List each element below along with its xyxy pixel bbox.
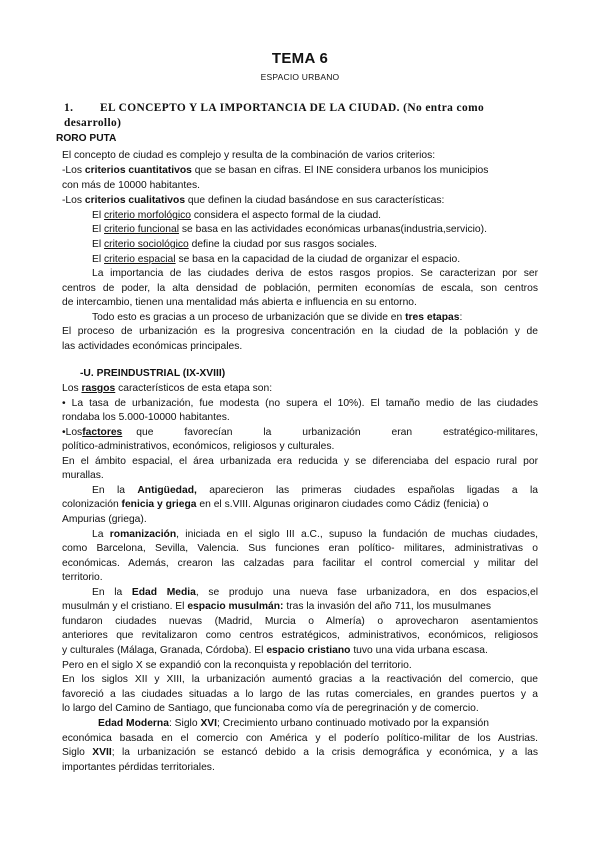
paragraph-line: Siglo XVII; la urbanización se estancó debido a la crisis demográfica y económica, y a las [62, 747, 538, 758]
paragraph-line: •Los factores que favorecían la urbanización eran estratégico-militares, [62, 427, 538, 438]
paragraph-line: Ampurias (griega). [62, 514, 147, 525]
handwritten-note: RORO PUTA [56, 133, 117, 144]
paragraph-line: económicas. Además, crearon las calzadas para facilitar el control comercial y militar del [62, 558, 538, 569]
paragraph-line: con más de 10000 habitantes. [62, 180, 200, 191]
paragraph-line: La importancia de las ciudades deriva de estos rasgos propios. Se caracterizan por ser [92, 268, 538, 279]
paragraph-line: musulmán y el cristiano. El espacio musulmán: tras la invasión del año 711, los musulmanes [62, 601, 492, 612]
section-heading-text: EL CONCEPTO Y LA IMPORTANCIA DE LA CIUDAD. (No entra como [100, 102, 485, 114]
paragraph-line: En los siglos XII y XIII, la urbanización aumentó gracias a la reactivación del comercio, que [62, 674, 538, 685]
paragraph-line: centros de poder, la alta densidad de población, permiten economías de escala, son centros [62, 283, 538, 294]
page-subtitle: ESPACIO URBANO [260, 72, 340, 82]
paragraph-line: En la Edad Media, se produjo una nueva fase urbanizadora, en dos espacios,el [92, 587, 538, 598]
paragraph-line: de intercambio, tienen una mentalidad más abierta e influencia en su entorno. [62, 297, 417, 308]
paragraph-line: anteriores que revitalizaron como centros estratégicos, administrativos, económicos, religiosos [62, 630, 538, 641]
paragraph-line: fundaron ciudades nuevas (Madrid, Murcia o Almería) o aprovecharon asentamientos [62, 616, 538, 627]
paragraph-line: lo largo del Camino de Santiago, que funcionaba como vía de peregrinación y de comercio. [62, 703, 479, 714]
paragraph-line: En el ámbito espacial, el área urbanizada era reducida y se diferenciaba del espacio rural por [62, 456, 538, 467]
paragraph-line: Todo esto es gracias a un proceso de urbanización que se divide en tres etapas: [92, 312, 463, 323]
paragraph-line: como Barcelona, Sevilla, Valencia. Sus funciones eran político- militares, administrativas o [62, 543, 538, 554]
section-number: 1. [64, 102, 74, 114]
section-heading [64, 101, 548, 131]
page-title: TEMA 6 [271, 50, 329, 67]
list-item: El criterio sociológico define la ciudad por sus rasgos sociales. [92, 239, 378, 250]
section-heading-text-cont: desarrollo) [64, 117, 122, 129]
paragraph-line: murallas. [62, 470, 104, 481]
paragraph-line: Pero en el siglo X se expandió con la reconquista y repoblación del territorio. [62, 660, 412, 671]
paragraph-line: político-administrativos, económicos, religiosos y culturales. [62, 441, 335, 452]
paragraph-line: -Los criterios cualitativos que definen la ciudad basándose en sus características: [62, 195, 445, 206]
paragraph-line: Edad Moderna: Siglo XVI; Crecimiento urbano continuado motivado por la expansión [98, 718, 489, 729]
paragraph-line: Los rasgos característicos de esta etapa son: [62, 383, 273, 394]
paragraph-line: importantes pérdidas territoriales. [62, 762, 215, 773]
list-item: El criterio espacial se basa en la capacidad de la ciudad de organizar el espacio. [92, 254, 461, 265]
list-item: El criterio morfológico considera el aspecto formal de la ciudad. [92, 210, 382, 221]
paragraph-line: En la Antigüedad, aparecieron las primeras ciudades españolas ligadas a la [92, 485, 538, 496]
subsection-heading: -U. PREINDUSTRIAL (IX-XVIII) [80, 368, 226, 379]
paragraph-line: La romanización, iniciada en el siglo III a.C., supuso la fundación de muchas ciudades, [92, 529, 538, 540]
paragraph-line: El concepto de ciudad es complejo y resulta de la combinación de varios criterios: [62, 150, 436, 161]
paragraph-line: colonización fenicia y griega en el s.VIII. Algunas originaron ciudades como Cádiz (fenicia) o [62, 499, 489, 510]
paragraph-line: favoreció a las ciudades situadas a lo largo de las rutas comerciales, en grandes puertos y a [62, 689, 538, 700]
paragraph-line: rondaba los 5.000-10000 habitantes. [62, 412, 230, 423]
paragraph-line: El proceso de urbanización es la progresiva concentración en la ciudad de la población y de [62, 326, 538, 337]
paragraph-line: territorio. [62, 572, 103, 583]
paragraph-line: • La tasa de urbanización, fue modesta (no supera el 10%). El tamaño medio de las ciudades [62, 398, 538, 409]
list-item: El criterio funcional se basa en las actividades económicas urbanas(industria,servicio). [92, 224, 487, 235]
paragraph-line: económica basada en el comercio con América y el poderío político-militar de los Austrias. [62, 733, 538, 744]
paragraph-line: las actividades económicas principales. [62, 341, 243, 352]
paragraph-line: y culturales (Málaga, Granada, Córdoba). El espacio cristiano tuvo una vida urbana escasa. [62, 645, 488, 656]
paragraph-line: -Los criterios cuantitativos que se basan en cifras. El INE considera urbanos los municipios [62, 165, 489, 176]
